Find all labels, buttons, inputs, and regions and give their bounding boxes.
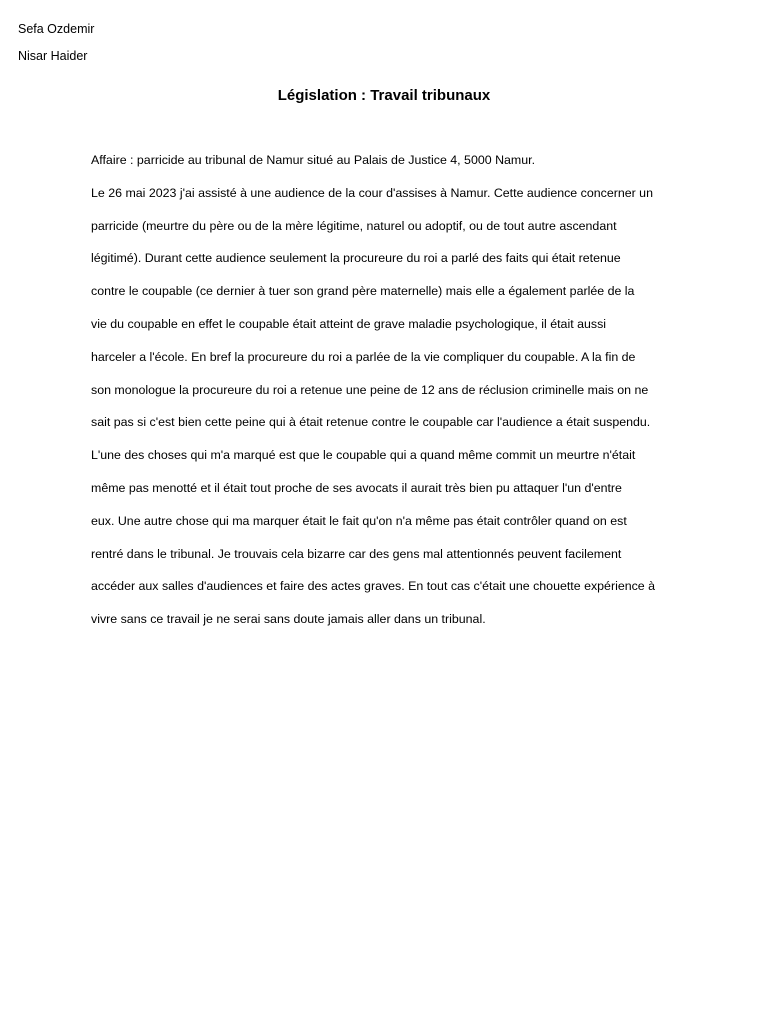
body-line: légitimé). Durant cette audience seulement la procureure du roi a parlé des faits qui était retenue (91, 251, 621, 266)
author-name: Nisar Haider (18, 49, 88, 63)
body-line: accéder aux salles d'audiences et faire des actes graves. En tout cas c'était une chouette expérience à (91, 579, 656, 594)
body-line: contre le coupable (ce dernier à tuer son grand père maternelle) mais elle a également parlée de la (91, 284, 635, 299)
body-line: même pas menotté et il était tout proche de ses avocats il aurait très bien pu attaquer l'un d'entre (91, 480, 622, 495)
body-line: son monologue la procureure du roi a retenue une peine de 12 ans de réclusion criminelle mais on ne (91, 382, 649, 397)
body-line: eux. Une autre chose qui ma marquer était le fait qu'on n'a même pas était contrôler quand on est (91, 513, 627, 528)
body-line: vivre sans ce travail je ne serai sans doute jamais aller dans un tribunal. (91, 612, 486, 627)
document-title: Législation : Travail tribunaux (277, 87, 491, 104)
author-name: Sefa Ozdemir (18, 22, 95, 36)
body-line: rentré dans le tribunal. Je trouvais cela bizarre car des gens mal attentionnés peuvent facilement (91, 546, 622, 561)
document-body (91, 152, 691, 644)
body-line: L'une des choses qui m'a marqué est que le coupable qui a quand même commit un meurtre n'était (91, 448, 636, 463)
affair-line: Affaire : parricide au tribunal de Namur situé au Palais de Justice 4, 5000 Namur. (91, 153, 536, 167)
body-line: vie du coupable en effet le coupable était atteint de grave maladie psychologique, il était aussi (91, 316, 607, 331)
body-line: harceler a l'école. En bref la procureure du roi a parlée de la vie compliquer du coupable. A la fin de (91, 349, 636, 364)
body-line: parricide (meurtre du père ou de la mère légitime, naturel ou adoptif, ou de tout autre ascendant (91, 218, 617, 233)
body-line: Le 26 mai 2023 j'ai assisté à une audience de la cour d'assises à Namur. Cette audience concerner un (91, 185, 653, 200)
body-line: sait pas si c'est bien cette peine qui à était retenue contre le coupable car l'audience a était suspendu. (91, 415, 651, 430)
